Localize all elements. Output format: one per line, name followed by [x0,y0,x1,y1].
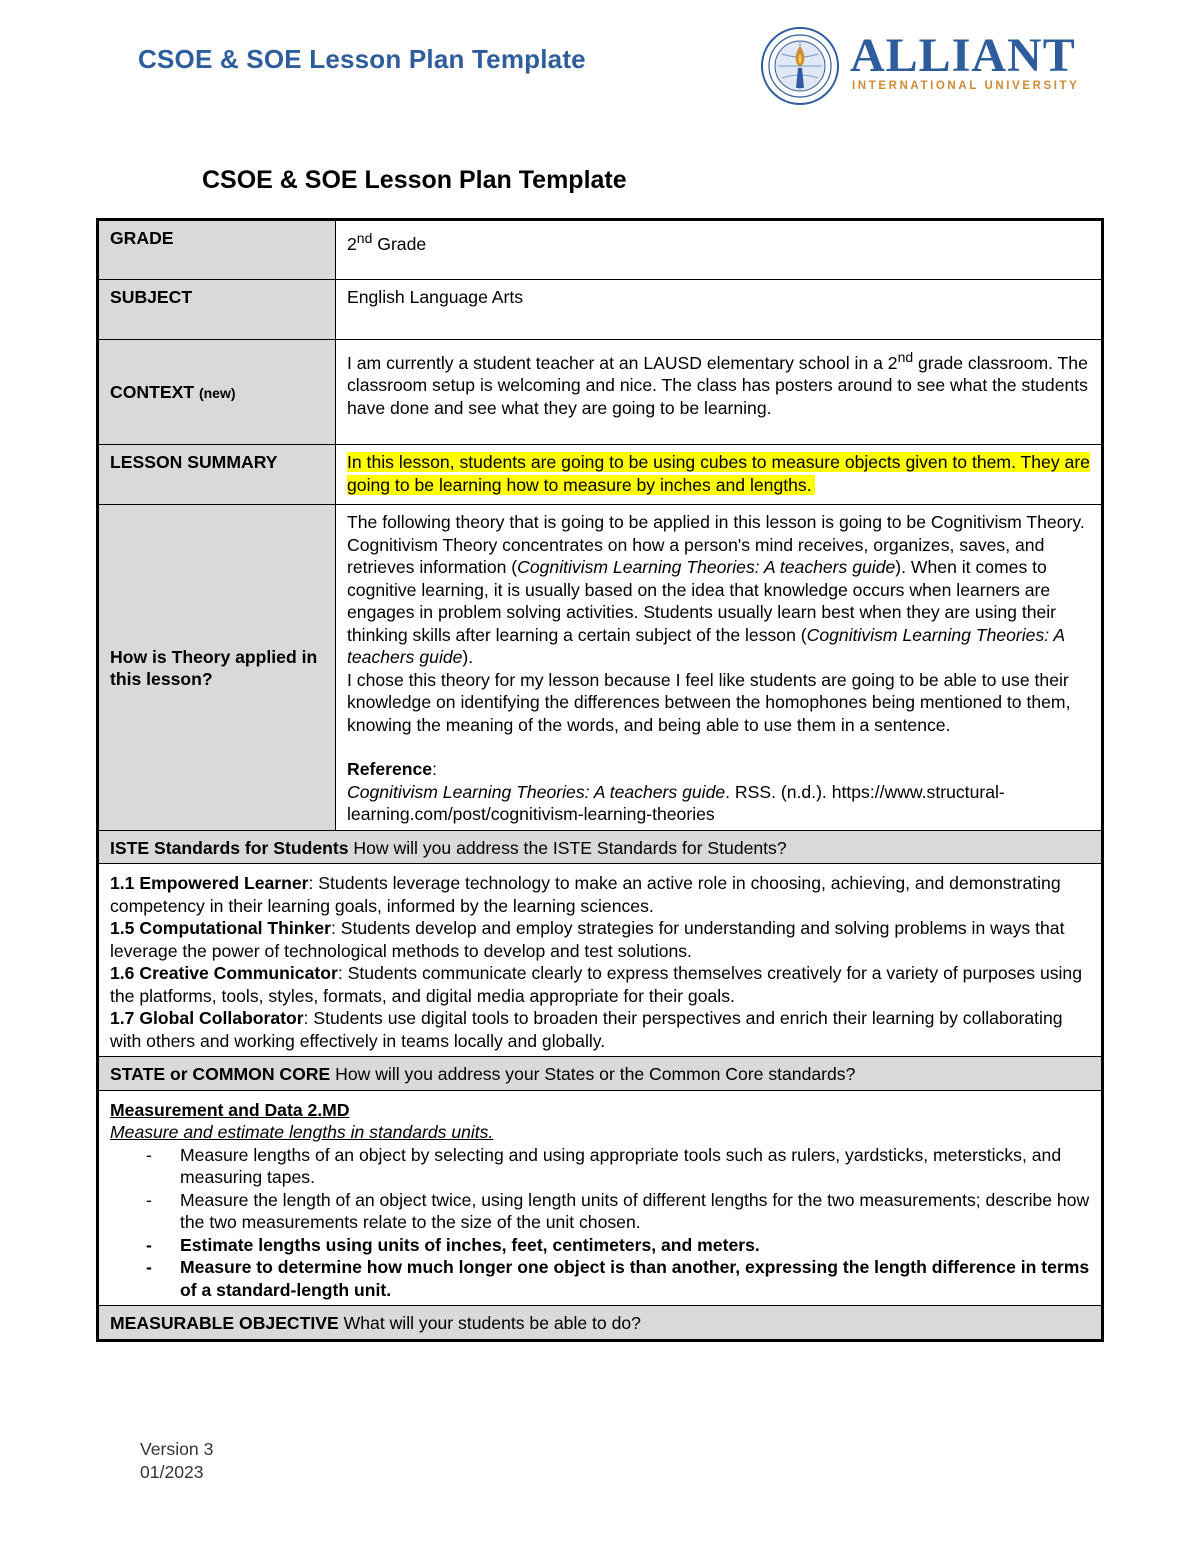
standard-bullet: - Measure the length of an object twice, using length units of different lengths for the two measurements; describe how the two measurements relate to the size of the unit chosen. [180,1189,1091,1234]
university-seal-icon [760,26,840,106]
footer-version: Version 3 [140,1439,214,1459]
context-label: CONTEXT (new) [98,340,336,445]
iste-content [98,864,1103,1057]
highlighted-summary: In this lesson, students are going to be using cubes to measure objects given to them. They are going to be learning how to measure by inches and lengths. [347,452,1090,495]
standard-bullet: - Estimate lengths using units of inches, feet, centimeters, and meters. [180,1234,1091,1257]
standard-bullet: - Measure to determine how much longer one object is than another, expressing the length difference in terms of a standard-length unit. [180,1256,1091,1301]
standard-title: Measurement and Data 2.MD [110,1099,350,1120]
standard-bullets [110,1144,1091,1302]
logo-wordmark: ALLIANT [850,29,1076,82]
iste-content-row [98,864,1103,1057]
grade-label: GRADE [98,220,336,280]
state-content-row [98,1090,1103,1306]
theory-row [98,505,1103,831]
reference-entry: Cognitivism Learning Theories: A teachers guide. RSS. (n.d.). https://www.structural-learning.com/post/cognitivism-learning-theories [347,781,1005,824]
header-title: CSOE & SOE Lesson Plan Template [138,44,586,74]
theory-paragraph-2: I chose this theory for my lesson because I feel like students are going to be able to use their knowledge on identifying the differences between the homophones being mentioned to them, knowing the meaning of the words, and being able to use them in a sentence. [347,669,1071,735]
context-row [98,340,1103,445]
summary-row [98,445,1103,505]
state-heading-row [98,1057,1103,1091]
grade-value: 2nd Grade [336,220,1103,280]
footer [140,1438,213,1484]
iste-item: 1.7 Global Collaborator: Students use digital tools to broaden their perspectives and enrich their learning by collaborating with others and working effectively in teams locally and globally. [110,1008,1063,1051]
objective-heading: MEASURABLE OBJECTIVE What will your students be able to do? [98,1306,1103,1341]
logo-subtitle: INTERNATIONAL UNIVERSITY [852,80,1080,92]
iste-item: 1.5 Computational Thinker: Students develop and employ strategies for understanding and solving problems in ways that leverage the power of technological methods to develop and test solutions. [110,918,1065,961]
reference-heading: Reference: [347,759,437,779]
iste-heading-row [98,830,1103,864]
iste-item: 1.1 Empowered Learner: Students leverage technology to make an active role in choosing, achieving, and demonstrating competency in their learning goals, informed by the learning sciences. [110,873,1061,916]
state-content [98,1090,1103,1306]
iste-heading: ISTE Standards for Students How will you address the ISTE Standards for Students? [98,830,1103,864]
state-heading: STATE or COMMON CORE How will you address your States or the Common Core standards? [98,1057,1103,1091]
theory-paragraph-1: The following theory that is going to be applied in this lesson is going to be Cognitivism Theory. Cognitivism Theory concentrates on how a person's mind receives, organizes, saves, and retrieves information (Cognitivism Learning Theories: A teachers guide). When it comes to cognitive learning, it is usually based on the idea that knowledge occurs when learners are engages in problem solving activities. Students usually learn best when they are using their thinking skills after learning a certain subject of the lesson (Cognitivism Learning Theories: A teachers guide). [347,512,1085,667]
subject-row [98,280,1103,340]
subject-value: English Language Arts [336,280,1103,340]
footer-date: 01/2023 [140,1462,204,1482]
iste-item: 1.6 Creative Communicator: Students communicate clearly to express themselves creatively for a variety of purposes using the platforms, tools, styles, formats, and digital media appropriate for their goals. [110,963,1083,1006]
standard-subtitle: Measure and estimate lengths in standards units. [110,1122,494,1142]
summary-label: LESSON SUMMARY [98,445,336,505]
grade-row [98,220,1103,280]
subject-label: SUBJECT [98,280,336,340]
objective-heading-row [98,1306,1103,1341]
summary-value [336,445,1103,505]
lesson-plan-table [96,218,1104,1342]
context-value: I am currently a student teacher at an LAUSD elementary school in a 2nd grade classroom. The classroom setup is welcoming and nice. The class has posters around to see what the students have done and see what they are going to be learning. [336,340,1103,445]
theory-value [336,505,1103,831]
standard-bullet: - Measure lengths of an object by selecting and using appropriate tools such as rulers, yardsticks, metersticks, and measuring tapes. [180,1144,1091,1189]
theory-label: How is Theory applied in this lesson? [98,505,336,831]
alliant-logo [760,26,1080,106]
document-title: CSOE & SOE Lesson Plan Template [202,166,627,194]
